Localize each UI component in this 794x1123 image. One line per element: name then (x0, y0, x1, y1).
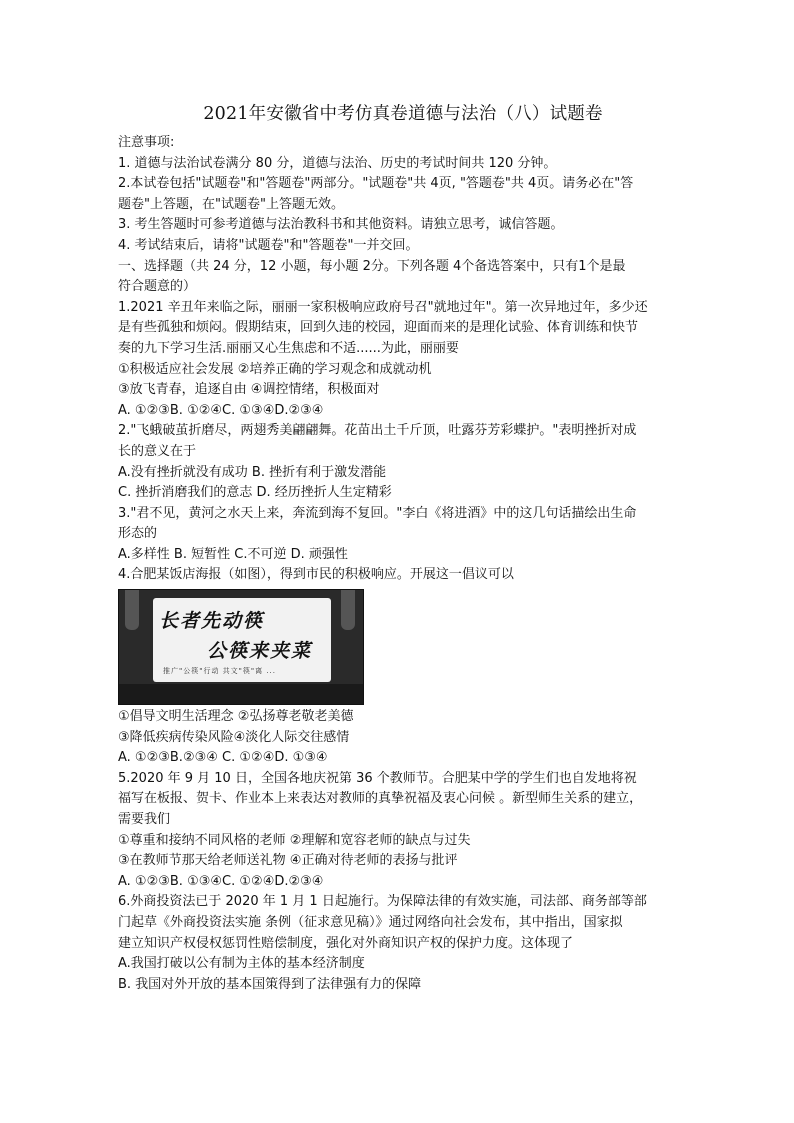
section-heading: 符合题意的） (118, 279, 197, 295)
question-line: 3."君不见，黄河之水天上来，奔流到海不复回。"李白《将进酒》中的这几句话描绘出生命 (118, 505, 637, 521)
question-line: 1.2021 辛丑年来临之际，丽丽一家积极响应政府号召"就地过年"。第一次异地过年，多少还 (118, 299, 648, 315)
question-line: ③在教师节那天给老师送礼物 ④正确对待老师的表扬与批评 (118, 853, 458, 869)
question-line: 奏的九下学习生活.丽丽又心生焦虑和不适......为此，丽丽要 (118, 340, 459, 356)
exam-page (118, 100, 688, 995)
poster-slogan-1: 长者先动筷 (159, 610, 265, 633)
question-line: 是有些孤独和烦闷。假期结束，回到久违的校园，迎面而来的是理化试验、体育训练和快节 (118, 320, 639, 336)
answer-options: A. ①②③B. ①②④C. ①③④D.②③④ (118, 402, 324, 418)
answer-options: A.我国打破以公有制为主体的基本经济制度 (118, 956, 365, 972)
question-line: 门起草《外商投资法实施 条例（征求意见稿）》通过网络向社会发布，其中指出，国家拟 (118, 915, 623, 930)
lantern-icon (125, 590, 139, 630)
notice-line: 2.本试卷包括"试题卷"和"答题卷"两部分。"试题卷"共 4页, "答题卷"共 4页。请务必在"答 (118, 176, 634, 192)
poster-slogan-2: 公筷来夹菜 (207, 640, 313, 663)
notice-heading: 注意事项: (118, 135, 175, 150)
question-line: 5.2020 年 9 月 10 日，全国各地庆祝第 36 个教师节。合肥某中学的学生们也自发地将祝 (118, 770, 637, 786)
question-line: 4.合肥某饭店海报（如图），得到市民的积极响应。开展这一倡议可以 (118, 567, 514, 583)
question-line: 6.外商投资法已于 2020 年 1 月 1 日起施行。为保障法律的有效实施，司法部、商务部等部 (118, 894, 647, 910)
notice-line: 3. 考生答题时可参考道德与法治教科书和其他资料。请独立思考，诚信答题。 (118, 217, 564, 233)
question-line: ③降低疾病传染风险④淡化人际交往感情 (118, 729, 350, 745)
notice-line: 1. 道德与法治试卷满分 80 分，道德与法治、历史的考试时间共 120 分钟。 (118, 155, 557, 171)
answer-options: A. ①②③B. ①③④C. ①②④D.②③④ (118, 873, 324, 889)
question-line: 建立知识产权侵权惩罚性赔偿制度，强化对外商知识产权的保护力度。这体现了 (118, 935, 574, 951)
notice-line: 4. 考试结束后，请将"试题卷"和"答题卷"一并交回。 (118, 237, 419, 253)
question-line: 形态的 (118, 526, 158, 542)
question-line: ③放飞青春，追逐自由 ④调控情绪，积极面对 (118, 382, 380, 398)
answer-options: A. ①②③B.②③④ C. ①②④D. ①③④ (118, 750, 328, 766)
answer-options: B. 我国对外开放的基本国策得到了法律强有力的保障 (118, 976, 422, 992)
question-line: ①倡导文明生活理念 ②弘扬尊老敬老美德 (118, 709, 354, 725)
question-line: 福写在板报、贺卡、作业本上来表达对教师的真挚祝福及衷心问候 。新型师生关系的建立， (118, 791, 643, 807)
poster-subtitle: 推广"公筷"行动 共文"筷"离 ... (163, 667, 277, 676)
notice-line: 题卷"上答题，在"试题卷"上答题无效。 (118, 196, 344, 212)
answer-options: C. 挫折消磨我们的意志 D. 经历挫折人生定精彩 (118, 485, 392, 501)
question-line: ①积极适应社会发展 ②培养正确的学习观念和成就动机 (118, 361, 432, 377)
question-line: ①尊重和接纳不同风格的老师 ②理解和宽容老师的缺点与过失 (118, 832, 471, 848)
lantern-icon (341, 590, 355, 630)
section-heading: 一、选择题（共 24 分，12 小题，每小题 2分。下列各题 4个备选答案中，只有1个是最 (118, 258, 626, 274)
poster-footer (119, 684, 363, 704)
question-line: 长的意义在于 (118, 443, 197, 459)
exam-title: 2021年安徽省中考仿真卷道德与法治（八）试题卷 (203, 104, 603, 124)
question-line: 2."飞蛾破茧折磨尽，两翅秀美翩翩舞。花苗出土千斤顶，吐露芬芳彩蝶护。"表明挫折对成 (118, 423, 637, 439)
answer-options: A.没有挫折就没有成功 B. 挫折有利于激发潜能 (118, 464, 387, 480)
restaurant-poster-image (118, 589, 364, 705)
question-line: 需要我们 (118, 812, 171, 828)
answer-options: A.多样性 B. 短暂性 C.不可逆 D. 顽强性 (118, 546, 348, 562)
